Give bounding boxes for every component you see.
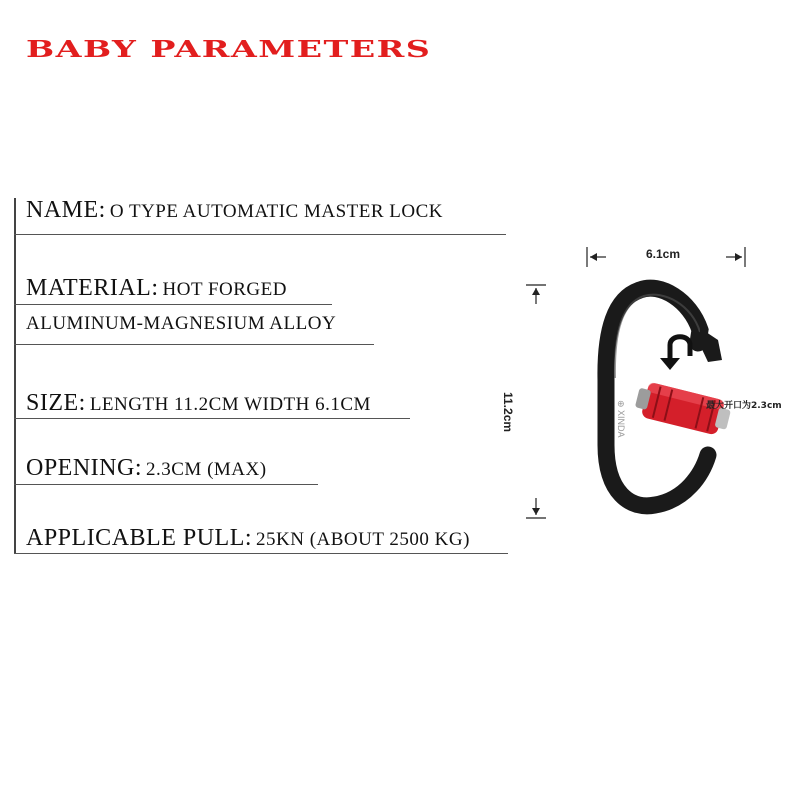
page-title: BABY PARAMETERS [26,36,432,63]
param-opening-key: OPENING: [26,455,142,481]
opening-note: 最大开口为2.3cm [706,401,782,411]
width-label: 6.1cm [646,247,681,261]
arrowhead-left-icon [590,253,597,261]
param-name-key: NAME: [26,197,106,223]
arrowhead-right-icon [735,253,742,261]
param-name-value: O TYPE AUTOMATIC MASTER LOCK [109,201,444,222]
param-size-key: SIZE: [26,390,86,416]
param-pull-key: APPLICABLE PULL: [26,525,253,551]
param-material-key: MATERIAL: [26,275,159,301]
param-pull-value: 25KN (ABOUT 2500 KG) [256,529,470,550]
brand-mark: ⊕ XINDA [616,400,626,438]
arrowhead-up-icon [532,288,540,295]
rotate-arrowhead-icon [660,358,680,370]
param-material-value: HOT FORGED [162,279,287,300]
param-material-value-2: ALUMINUM-MAGNESIUM ALLOY [26,313,337,334]
param-size-value: LENGTH 11.2CM WIDTH 6.1CM [89,394,371,415]
param-opening-value: 2.3CM (MAX) [146,459,267,480]
height-label: 11.2cm [501,392,515,433]
carabiner-nose [700,328,722,362]
arrowhead-down-icon [532,508,540,515]
